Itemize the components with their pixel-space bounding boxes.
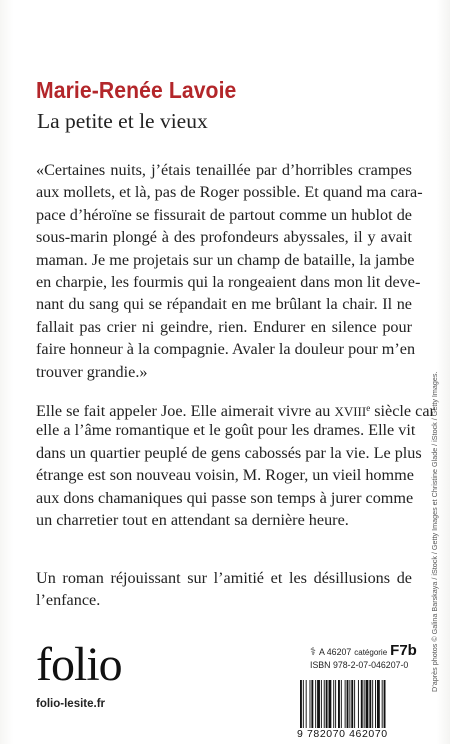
barcode-bar [300,680,302,728]
barcode-bar [329,680,332,728]
barcode-bar [384,680,386,728]
barcode-bar [347,680,349,728]
publisher-mark-icon: ⚕ [310,646,316,658]
tagline-paragraph [36,567,412,612]
barcode-bar [335,680,336,728]
barcode-bar [303,680,304,728]
barcode-bar [361,680,363,728]
barcode-bar [354,680,355,728]
barcode-bar [382,680,383,728]
barcode-bar [321,680,322,728]
folio-logo: folio [36,638,122,691]
barcode-bar [351,680,353,728]
excerpt-line: sous-marin plongé à des profondeurs abyssales, il y avait [36,228,412,247]
summary-line: aux dons chamaniques qui passe son temps à jurer comme [36,488,414,507]
barcode-bar [310,680,311,728]
summary-line: dans un quartier peuplé de gens cabossés par la vie. Le plus [36,443,422,462]
price-row [310,642,430,659]
barcode-bar [364,680,365,728]
barcode-bar [369,680,371,728]
barcode-digits: 9 782070 462070 [297,728,388,740]
excerpt-line: pace d’héroïne se fissurait de partout comme un hublot de [36,205,412,224]
barcode-bar [372,680,373,728]
excerpt-line: aux mollets, et là, pas de Roger possible. Et quand ma cara- [36,183,423,202]
tagline-line: Un roman réjouissant sur l’amitié et les désillusions de [36,569,412,587]
barcode-bar [317,680,320,728]
photo-credit: D’après photos © Galina Barskaya / iStock / Getty Images et Christine Glade / iStock / Getty Images. [430,371,439,692]
summary-text: siècle car [370,402,435,420]
excerpt-line: faire honneur à la compagnie. Avaler la douleur pour m’en [36,340,416,359]
barcode-bar [341,680,342,728]
summary-line: un charretier tout en attendant sa dernière heure. [36,510,349,529]
author-name: Marie-Renée Lavoie [36,77,237,103]
barcode-bars [298,680,411,728]
barcode-bar [306,680,307,728]
barcode-bar [311,680,313,728]
tagline-line: l’enfance. [36,591,101,610]
summary-text: Elle se fait appeler Joe. Elle aimerait vivre au [36,402,335,420]
barcode-bar [375,680,376,728]
excerpt-quote [36,159,423,383]
barcode-bar [349,680,350,728]
product-code: A 46207 [318,647,352,657]
summary-paragraph [36,397,435,531]
barcode-bar [377,680,380,728]
excerpt-line: trouver grandie.» [36,362,148,381]
summary-line [36,397,435,420]
barcode-bar [366,680,369,728]
barcode-bar [338,680,340,728]
excerpt-line: en charpie, les fourmis qui la rongeaient dans mon lit deve- [36,272,421,291]
summary-line: étrange est son nouveau voisin, M. Roger, un vieil homme [36,466,414,485]
excerpt-line: nant du sang qui se répandait en me brûlant la chair. Il ne [36,295,412,314]
price-category: F7b [390,642,417,659]
barcode-bar [358,680,359,728]
barcode-bar [333,680,334,728]
barcode-bar [326,680,328,728]
summary-line: elle a l’âme romantique et le goût pour les drames. Elle vit [36,421,416,440]
publisher-website: folio-lesite.fr [36,698,106,710]
barcode-bar [324,680,325,728]
price-block [310,642,430,670]
century-suffix: e [366,403,371,413]
century-numeral: XVIII [334,404,367,419]
barcode-bar [345,680,346,728]
isbn: ISBN 978-2-07-046207-0 [310,660,409,670]
excerpt-line: «Certaines nuits, j’étais tenaillée par d’horribles crampes [36,161,412,179]
excerpt-line: maman. Je me projetais sur un champ de bataille, la jambe [36,250,415,269]
excerpt-line: fallait pas crier ni geindre, rien. Endurer en silence pour [36,317,412,336]
book-title: La petite et le vieux [37,109,208,133]
category-label: catégorie [354,648,388,657]
barcode-bar [315,680,316,728]
